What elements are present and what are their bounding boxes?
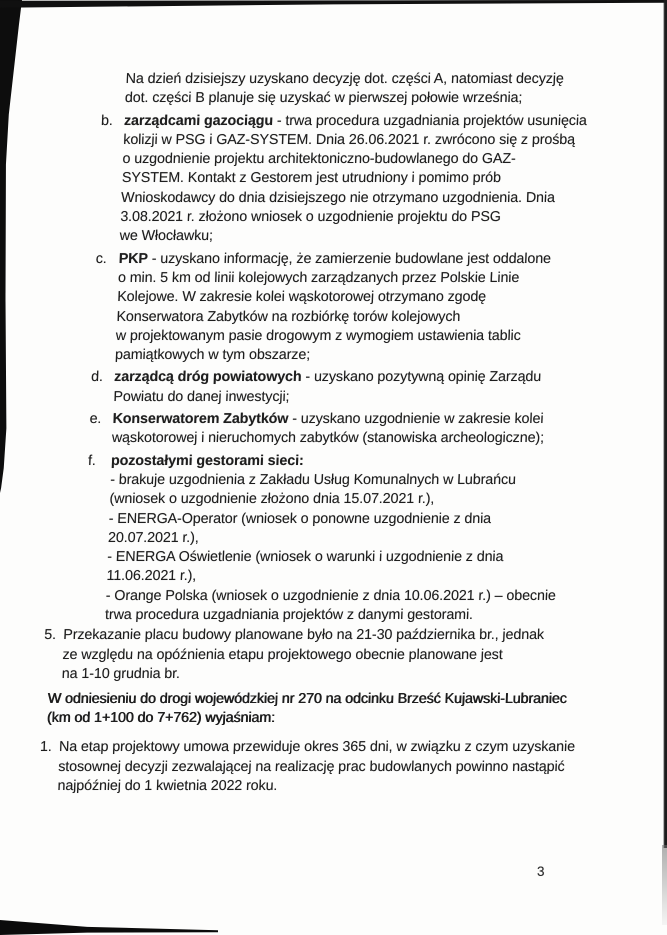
text-line: - brakuje uzgodnienia z Zakładu Usług Komunalnych w Lubrańcu [109,471,517,488]
text-line: Przekazanie placu budowy planowane było na 21-30 października br., jednak [62,627,545,644]
text-run: - trwa procedura uzgadniania projektów usunięcia [272,112,588,129]
document-text [0,70,667,796]
list-marker: b. [100,112,114,129]
text-line: dot. części B planuje się uzyskać w pierwszej połowie września; [124,90,523,107]
text-line: we Włocławku; [119,228,214,245]
text-run: - uzyskano pozytywną opinię Zarządu [301,369,542,386]
closing-paragraph [47,690,643,729]
text-line: pamiątkowych w tym obszarze; [114,347,311,364]
text-line: kolizji w PSG i GAZ-SYSTEM. Dnia 26.06.2021 r. zwrócono się z prośbą [123,131,576,148]
text-line [112,410,654,429]
text-line: o min. 5 km od linii kolejowych zarządzanych przez Polskie Linie [117,269,520,286]
text-line: Na etap projektowy umowa przewiduje okres 365 dni, w związku z czym uzyskanie [58,739,576,756]
text-line: Konserwatora Zabytków na rozbiórkę torów kolejowych [116,308,461,325]
text-line [111,452,653,471]
text-line [114,368,656,387]
text-run: - uzyskano informację, że zamierzenie budowlane jest oddalone [147,250,552,267]
text-line: 20.07.2021 r.), [107,529,200,546]
list-item-e [89,410,653,449]
text-line: wąskotorowej i nieruchomych zabytków (stanowiska archeologiczne); [111,430,545,447]
text-line: stosownej decyzji zezwalającej na realizację prac budowlanych powinno nastąpić [57,758,565,775]
scan-artifact-right-edge [663,0,667,848]
text-line: - ENERGA Oświetlenie (wniosek o warunki i uzgodnienie z dnia [106,549,504,566]
text-line [118,250,660,269]
list-item-c [95,250,660,366]
bold-term: PKP [118,250,149,267]
text-line: Powiatu do danej inwestycji; [113,388,290,405]
text-line: najpóźniej do 1 kwietnia 2022 roku. [57,777,278,794]
text-line: w projektowanym pasie drogowym z wymogiem ustawienia tablic [115,327,522,344]
text-line: (wniosek o uzgodnienie złożono dnia 15.07.2021 r.), [109,491,435,508]
text-line: 3.08.2021 r. złożono wniosek o uzgodnienie projektu do PSG [120,209,502,226]
text-line: trwa procedura uzgadniania projektów z danymi gestorami. [104,607,474,624]
list-marker: c. [95,250,107,267]
bold-term: pozostałymi gestorami sieci: [110,452,304,469]
text-line: Na dzień dzisiejszy uzyskano decyzję dot. części A, natomiast decyzję [125,71,565,87]
list-item-d [90,368,655,407]
text-line: - Orange Polska (wniosek o uzgodnienie z dnia 10.06.2021 r.) – obecnie [105,587,557,604]
scan-artifact-right-edge-fade [662,845,667,925]
text-line: SYSTEM. Kontakt z Gestorem jest utrudniony i pomimo prób [121,170,502,187]
scan-artifact-bottom-smudge [0,918,218,935]
list-item-b [100,112,665,247]
list-item-5 [43,626,645,684]
text-line: (km od 1+100 do 7+762) wyjaśniam: [46,710,276,726]
scan-artifact-top-edge [0,0,667,9]
list-marker: 1. [39,739,53,756]
page-number: 3 [537,864,545,879]
text-line: - ENERGA-Operator (wniosek o ponowne uzgodnienie z dnia [108,510,492,527]
paragraph-intro [125,70,667,109]
text-line: Wnioskodawcy do dnia dzisiejszego nie otrzymano uzgodnienia. Dnia [120,189,556,206]
list-item-1 [39,738,641,796]
text-line: Kolejowe. W zakresie kolei wąskotorowej otrzymano zgodę [116,289,487,306]
text-line: ze względu na opóźnienia etapu projektowego obecnie planowane jest [62,646,503,663]
text-line: o uzgodnienie projektu architektoniczno-budowlanego do GAZ- [122,151,516,168]
text-line: na 1-10 grudnia br. [61,665,181,682]
list-item-f [87,452,653,626]
text-run: - uzyskano uzgodnienie w zakresie kolei [288,411,544,428]
text-line [124,112,666,131]
bold-term: zarządcą dróg powiatowych [113,369,302,386]
list-marker: e. [89,411,102,428]
list-marker: 5. [43,627,57,644]
list-marker: f. [87,452,97,469]
text-line: W odniesieniu do drogi wojewódzkiej nr 270 na odcinku Brześć Kujawski-Lubraniec [47,690,568,707]
bold-term: Konserwatorem Zabytków [112,411,289,428]
bold-term: zarządcami gazociągu [123,112,274,129]
list-marker: d. [90,369,104,386]
text-line: 11.06.2021 r.), [106,568,197,585]
